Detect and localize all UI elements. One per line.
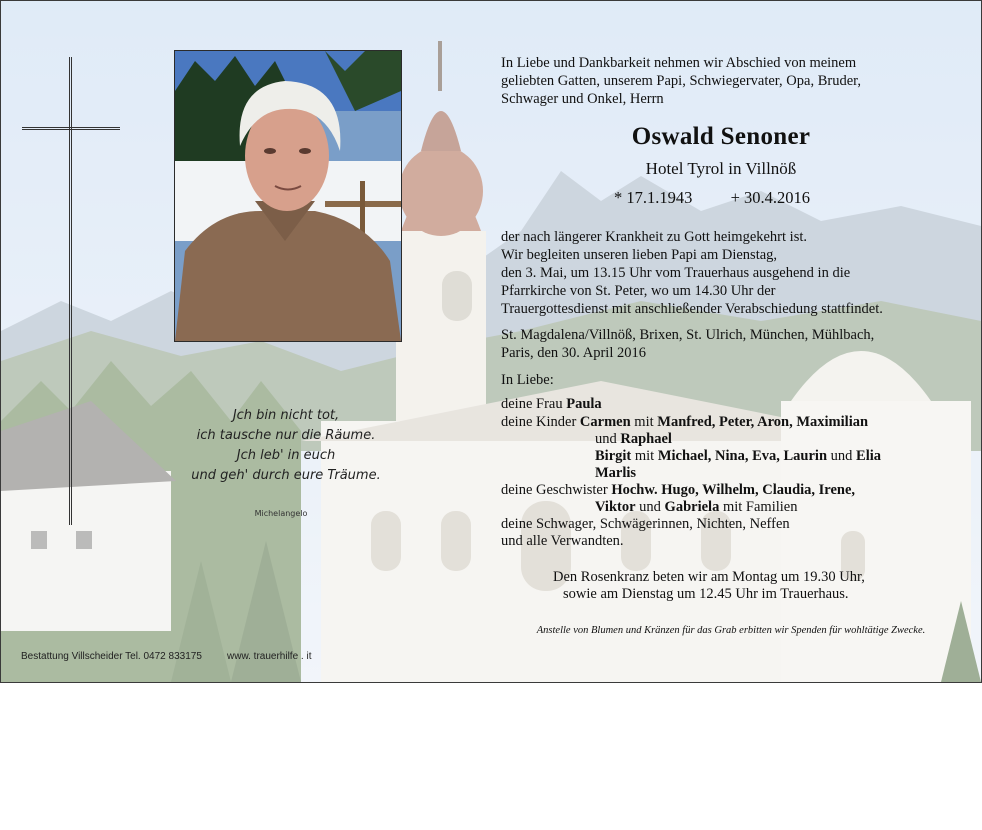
body-line: der nach längerer Krankheit zu Gott heimgekehrt ist. [501, 229, 807, 245]
family-text: deine Kinder [501, 414, 580, 430]
places-line: St. Magdalena/Villnöß, Brixen, St. Ulrich, München, Mühlbach, [501, 327, 875, 343]
death-date: + 30.4.2016 [730, 188, 811, 207]
poem-line: ich tausche nur die Räume. [196, 428, 376, 443]
rosary-line: Den Rosenkranz beten wir am Montag um 19.30 Uhr, [553, 569, 865, 585]
family-wife [501, 396, 602, 413]
body-line: den 3. Mai, um 13.15 Uhr vom Trauerhaus ausgehend in die [501, 265, 851, 281]
family-name: Manfred, Peter, Aron, Maximilian [657, 414, 869, 430]
family-name: Marlis [595, 465, 637, 481]
intro-line: geliebten Gatten, unserem Papi, Schwiegervater, Opa, Bruder, [501, 73, 862, 89]
family-siblings [501, 482, 855, 499]
family-name: Carmen [579, 414, 631, 430]
poem-line: Jch bin nicht tot, [232, 408, 340, 423]
portrait-photo [174, 50, 402, 342]
family-name: Raphael [620, 431, 672, 447]
places-line: Paris, den 30. April 2016 [501, 345, 646, 361]
deceased-name: Oswald Senoner [631, 123, 811, 150]
life-dates [614, 188, 810, 208]
family-relatives: und alle Verwandten. [501, 533, 624, 549]
cross-horizontal-bar [22, 127, 120, 130]
poem-line: und geh' durch eure Träume. [191, 468, 381, 483]
family-text: deine Geschwister [501, 482, 612, 498]
body-line: Wir begleiten unseren lieben Papi am Dienstag, [501, 247, 778, 263]
family-text: mit Familien [719, 499, 798, 515]
family-birgit [595, 448, 881, 465]
family-children-cont [595, 431, 672, 448]
family-name: Paula [566, 396, 602, 412]
body-line: Pfarrkirche von St. Peter, wo um 14.30 Uhr der [501, 283, 776, 299]
family-text: und [635, 499, 665, 515]
family-name: Viktor [595, 499, 636, 515]
family-name: Birgit [595, 448, 632, 464]
body-line: Trauergottesdienst mit anschließender Verabschiedung stattfindet. [501, 301, 883, 317]
poem [161, 406, 411, 486]
family-siblings-cont [595, 499, 797, 516]
family-children [501, 414, 868, 431]
funeral-home-info: Bestattung Villscheider Tel. 0472 833175 [21, 651, 202, 662]
family-inlaws: deine Schwager, Schwägerinnen, Nichten, Neffen [501, 516, 790, 532]
family-text: mit [630, 414, 658, 430]
poem-author: Michelangelo [254, 509, 308, 518]
poem-line: Jch leb' in euch [236, 448, 336, 463]
family-name: Michael, Nina, Eva, Laurin [657, 448, 828, 464]
family-name: Gabriela [664, 499, 720, 515]
website: www. trauerhilfe . it [227, 651, 312, 662]
birth-date: * 17.1.1943 [614, 188, 693, 207]
family-name: Elia [856, 448, 882, 464]
in-liebe-label: In Liebe: [501, 372, 554, 388]
family-text: und [595, 431, 621, 447]
family-text: mit [631, 448, 658, 464]
portrait-illustration [175, 51, 401, 341]
family-text: deine Frau [501, 396, 567, 412]
donation-note: Anstelle von Blumen und Kränzen für das Grab erbitten wir Spenden für wohltätige Zwecke. [536, 625, 926, 636]
rosary-line: sowie am Dienstag um 12.45 Uhr im Trauerhaus. [563, 586, 849, 602]
intro-line: Schwager und Onkel, Herrn [501, 91, 664, 107]
family-text: und [827, 448, 857, 464]
family-birgit-cont [595, 465, 636, 482]
family-name: Hochw. Hugo, Wilhelm, Claudia, Irene, [611, 482, 856, 498]
hotel-line: Hotel Tyrol in Villnöß [645, 159, 797, 178]
intro-line: In Liebe und Dankbarkeit nehmen wir Abschied von meinem [501, 55, 857, 71]
